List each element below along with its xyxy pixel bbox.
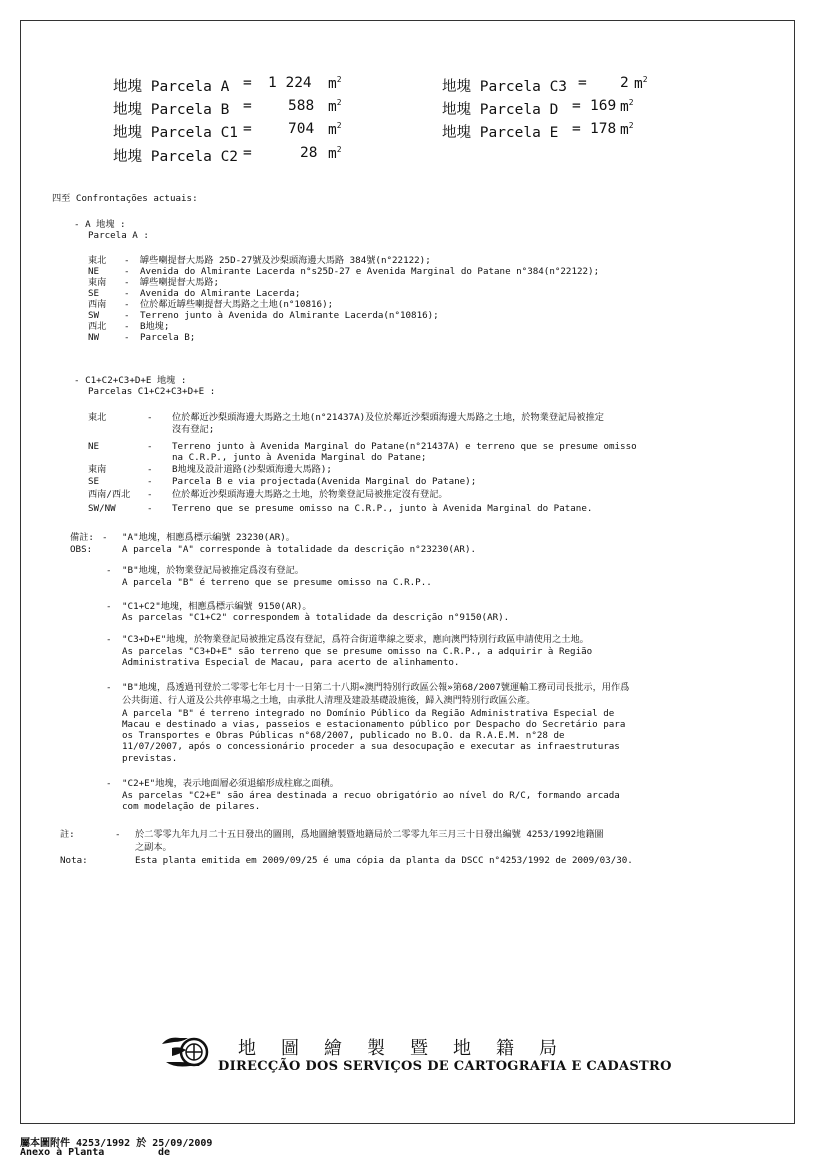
parcel-c-title-pt: Parcelas C1+C2+C3+D+E : [88, 386, 216, 397]
annex-label: Anexo à Planta [20, 1147, 105, 1158]
area-value: 2 [620, 75, 629, 91]
row-key: NE [88, 266, 100, 277]
parcel-c-title-cn: - C1+C2+C3+D+E 地塊 : [74, 375, 187, 386]
area-label: 地塊 Parcela D [442, 102, 559, 118]
row-key: 東南 [88, 277, 107, 288]
row-text: 位於鄰近沙梨頭海邊大馬路之土地(n°21437A)及位於鄰近沙梨頭海邊大馬路之土地，於物業登記局被推定 [172, 412, 604, 423]
row-text: Parcela B; [140, 332, 196, 343]
row-text: 罅些喇提督大馬路 25D-27號及沙梨頭海邊大馬路 384號(n°22122); [140, 255, 431, 266]
area-unit: m [328, 98, 337, 115]
obs-line: 公共街道、行人道及公共停車場之土地，由承批人清理及建設基礎設施後，歸入澳門特別行政區公產。 [122, 695, 536, 706]
row-key: 東北 [88, 255, 107, 266]
row-dash: - [147, 441, 153, 452]
obs-label-cn: 備註: [70, 532, 94, 543]
area-label: 地塊 Parcela A [113, 79, 230, 95]
area-eq: = [243, 121, 252, 137]
row-key: 東北 [88, 412, 107, 423]
nota-dash: - [115, 829, 121, 840]
area-sup: 2 [628, 121, 634, 130]
area-row-c3 [442, 75, 648, 96]
parcel-a-title-cn: - A 地塊 : [74, 219, 126, 230]
area-unit: m [634, 75, 643, 92]
obs-line: "C2+E"地塊，表示地面層必須退縮形成柱廊之面積。 [122, 778, 339, 789]
area-sup: 2 [336, 75, 342, 84]
obs-line: A parcela "A" corresponde à totalidade da descrição n°23230(AR). [122, 544, 477, 555]
row-text: Terreno que se presume omisso na C.R.P., junto à Avenida Marginal do Patane. [172, 503, 593, 514]
row-dash: - [124, 321, 130, 332]
obs-dash: - [106, 634, 112, 645]
obs-line: os Transportes e Obras Públicas n°68/2007, publicado no B.O. da R.A.E.M. n°28 de [122, 730, 565, 741]
area-sup: 2 [336, 98, 342, 107]
row-dash: - [124, 266, 130, 277]
area-row-a [113, 75, 342, 96]
area-row-c1 [113, 121, 342, 142]
area-unit: m [620, 98, 629, 115]
obs-line: As parcelas "C3+D+E" são terreno que se presume omisso na C.R.P., a adquirir à Região [122, 646, 593, 657]
obs-line: "A"地塊，相應爲標示編號 23230(AR)。 [122, 532, 295, 543]
row-key: NW [88, 332, 100, 343]
obs-line: "B"地塊，於物業登記局被推定爲沒有登記。 [122, 565, 304, 576]
area-row-c2 [113, 145, 342, 166]
area-value: 588 [288, 98, 315, 114]
obs-line: Administrativa Especial de Macau, para acerto de alinhamento. [122, 657, 460, 668]
area-value: 1 224 [268, 75, 312, 91]
obs-dash: - [106, 778, 112, 789]
obs-line: Macau e destinado a vias, passeios e estacionamento público por Despacho do Secretário para [122, 719, 626, 730]
agency-name-cn: 地圖繪製暨地籍局 [238, 1038, 582, 1059]
row-dash: - [147, 464, 153, 475]
row-text: B地塊及設計道路(沙梨頭海邊大馬路); [172, 464, 332, 475]
row-dash: - [147, 503, 153, 514]
obs-dash: - [102, 532, 108, 543]
row-dash: - [147, 412, 153, 423]
obs-line: As parcelas "C1+C2" correspondem à totalidade da descrição n°9150(AR). [122, 612, 510, 623]
row-text: 位於鄰近罅些喇提督大馬路之土地(n°10816); [140, 299, 334, 310]
obs-line: com modelação de pilares. [122, 801, 261, 812]
area-value: 704 [288, 121, 315, 137]
area-unit: m [328, 145, 337, 162]
obs-line: A parcela "B" é terreno que se presume omisso na C.R.P.. [122, 577, 432, 588]
area-eq: = [243, 98, 252, 114]
row-key: SW/NW [88, 503, 116, 514]
row-text: 罅些喇提督大馬路; [140, 277, 220, 288]
row-key: SE [88, 288, 100, 299]
area-unit: m [328, 75, 337, 92]
nota-line: Esta planta emitida em 2009/09/25 é uma cópia da planta da DSCC n°4253/1992 de 2009/03/30. [135, 855, 633, 866]
obs-dash: - [106, 601, 112, 612]
row-text: Terreno junto à Avenida Marginal do Patane(n°21437A) e terreno que se presume omisso [172, 441, 637, 452]
obs-line: "C1+C2"地塊，相應爲標示編號 9150(AR)。 [122, 601, 312, 612]
obs-dash: - [106, 565, 112, 576]
row-text: Parcela B e via projectada(Avenida Marginal do Patane); [172, 476, 477, 487]
parcel-a-title-pt: Parcela A : [88, 230, 149, 241]
area-label: 地塊 Parcela E [442, 125, 559, 141]
row-text: Avenida do Almirante Lacerda n°s25D-27 e Avenida Marginal do Patane n°384(n°22122); [140, 266, 600, 277]
area-value: 169 [590, 98, 617, 114]
obs-line: 11/07/2007, após o concessionário proceder a sua desocupação e executar as infraestruturas [122, 741, 620, 752]
area-sup: 2 [642, 75, 648, 84]
annex-line-1: 屬本圖附件 4253/1992 於 25/09/2009 [20, 1138, 213, 1149]
area-sup: 2 [336, 121, 342, 130]
row-dash: - [124, 332, 130, 343]
nota-label-pt: Nota: [60, 855, 88, 866]
obs-line: A parcela "B" é terreno integrado no Domínio Público da Região Administrativa Especial de [122, 708, 615, 719]
row-dash: - [147, 489, 153, 500]
area-eq: = [572, 98, 581, 114]
area-sup: 2 [628, 98, 634, 107]
area-row-b [113, 98, 342, 119]
area-eq: = [243, 75, 252, 91]
obs-line: "B"地塊，爲透過刊登於二零零七年七月十一日第二十八期«澳門特別行政區公報»第68/2007號運輸工務司司長批示，用作爲 [122, 682, 630, 693]
area-sup: 2 [336, 145, 342, 154]
area-label: 地塊 Parcela B [113, 102, 230, 118]
area-label: 地塊 Parcela C2 [113, 149, 239, 165]
row-text: B地塊; [140, 321, 170, 332]
row-dash: - [147, 476, 153, 487]
parcel-a-row [88, 255, 106, 266]
row-key: SW [88, 310, 100, 321]
area-row-d [442, 98, 634, 119]
row-key: SE [88, 476, 100, 487]
obs-dash: - [106, 682, 112, 693]
area-label: 地塊 Parcela C1 [113, 125, 239, 141]
obs-line: previstas. [122, 753, 178, 764]
annex-de: de [158, 1147, 171, 1158]
row-key: 西南/西北 [88, 489, 131, 500]
area-row-e [442, 121, 634, 142]
nota-label-cn: 註: [60, 829, 75, 840]
obs-label-pt: OBS: [70, 544, 93, 555]
area-unit: m [620, 121, 629, 138]
row-dash: - [124, 299, 130, 310]
row-text: 沒有登記; [172, 424, 215, 435]
obs-line: As parcelas "C2+E" são área destinada a recuo obrigatório ao nível do R/C, formando arcada [122, 790, 620, 801]
row-dash: - [124, 255, 130, 266]
row-text: Avenida do Almirante Lacerda; [140, 288, 301, 299]
annex-line-2 [20, 1147, 171, 1158]
row-text: na C.R.P., junto à Avenida Marginal do Patane; [172, 452, 427, 463]
row-text: Terreno junto à Avenida do Almirante Lacerda(n°10816); [140, 310, 439, 321]
area-label: 地塊 Parcela C3 [442, 79, 568, 95]
agency-logo-icon [160, 1034, 214, 1070]
row-key: 東南 [88, 464, 107, 475]
row-dash: - [124, 310, 130, 321]
area-eq: = [572, 121, 581, 137]
agency-name-pt: DIRECÇÃO DOS SERVIÇOS DE CARTOGRAFIA E CADASTRO [218, 1059, 672, 1074]
area-unit: m [328, 121, 337, 138]
row-key: 西北 [88, 321, 107, 332]
area-eq: = [243, 145, 252, 161]
obs-line: "C3+D+E"地塊，於物業登記局被推定爲沒有登記，爲符合街道準線之要求，應向澳門特別行政區申請使用之土地。 [122, 634, 589, 645]
section-heading: 四至 Confrontações actuais: [52, 193, 198, 204]
row-dash: - [124, 277, 130, 288]
area-value: 178 [590, 121, 617, 137]
row-dash: - [124, 288, 130, 299]
area-value: 28 [300, 145, 318, 161]
nota-line: 於二零零九年九月二十五日發出的圖則，爲地圖繪製暨地籍局於二零零九年三月三十日發出編號 4253/1992地籍圖 [135, 829, 604, 840]
row-text: 位於鄰近沙梨頭海邊大馬路之土地，於物業登記局被推定沒有登記。 [172, 489, 448, 500]
row-key: NE [88, 441, 100, 452]
nota-line: 之副本。 [135, 842, 172, 853]
area-eq: = [578, 75, 587, 91]
row-key: 西南 [88, 299, 107, 310]
